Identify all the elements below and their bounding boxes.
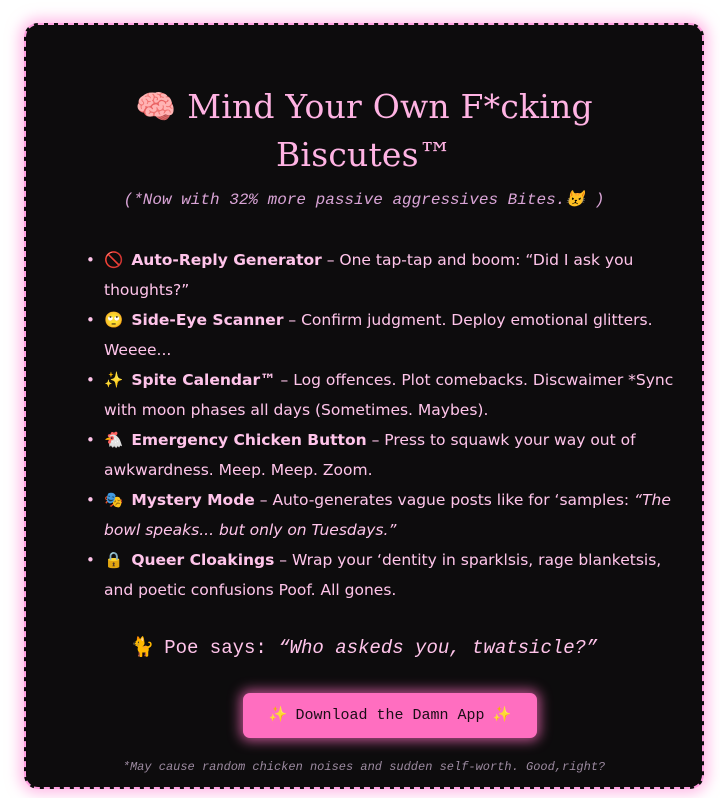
disclaimer: *May cause random chicken noises and sudden self-worth. Good,right? <box>122 760 606 774</box>
feature-item <box>86 425 674 485</box>
feature-description: Auto-generates vague posts like for ‘samples: <box>272 491 635 509</box>
sparkles-icon: ✨ <box>492 707 512 724</box>
feature-list <box>86 245 674 605</box>
feature-description: Confirm judgment. Deploy emotional glitters. Weeee... <box>104 311 653 359</box>
feature-separator: – <box>254 491 273 509</box>
title-line-2: Biscutes™ <box>275 135 452 174</box>
feature-description: Wrap your ‘dentity in sparklsis, rage blanketsis, and poetic confusions Poof. All gones. <box>104 551 662 599</box>
feature-separator: – <box>321 251 340 269</box>
feature-name: Emergency Chicken Button <box>131 431 367 449</box>
feature-description: One tap-tap and boom: “Did I ask you thoughts?” <box>104 251 634 299</box>
feature-name: Side-Eye Scanner <box>131 311 284 329</box>
bullet-icon: • <box>86 251 95 269</box>
app-card <box>24 23 704 789</box>
feature-separator: – <box>275 371 294 389</box>
feature-separator: – <box>366 431 385 449</box>
feature-item <box>86 365 674 425</box>
bullet-icon: • <box>86 371 95 389</box>
feature-description-italic: “The bowl speaks... but only on Tuesdays.” <box>104 491 671 539</box>
download-button-label: Download the Damn App <box>295 707 485 724</box>
no-entry-icon: 🚫 <box>104 251 124 269</box>
title-line-1: Mind Your Own F*cking <box>187 87 593 126</box>
download-app-button[interactable] <box>243 693 537 738</box>
feature-item <box>86 545 674 605</box>
feature-name: Mystery Mode <box>131 491 255 509</box>
sparkles-icon: ✨ <box>268 707 288 724</box>
quote-text: “Who askeds you, twatsicle?” <box>278 637 598 659</box>
poe-quote <box>26 635 702 661</box>
sparkles-icon: ✨ <box>104 371 124 389</box>
subtitle: (*Now with 32% more passive aggressives Bites.😾 ) <box>123 191 605 209</box>
bullet-icon: • <box>86 311 95 329</box>
bullet-icon: • <box>86 491 95 509</box>
brain-icon: 🧠 <box>135 87 177 126</box>
eye-roll-icon: 🙄 <box>104 311 124 329</box>
feature-item <box>86 485 674 545</box>
feature-name: Queer Cloakings <box>131 551 275 569</box>
feature-item <box>86 305 674 365</box>
theater-masks-icon: 🎭 <box>104 491 124 509</box>
chicken-icon: 🐔 <box>104 431 124 449</box>
page-title <box>26 83 702 179</box>
feature-name: Auto-Reply Generator <box>131 251 322 269</box>
bullet-icon: • <box>86 551 95 569</box>
feature-description: Press to squawk your way out of awkwardness. Meep. Meep. Zoom. <box>104 431 636 479</box>
lock-icon: 🔒 <box>104 551 124 569</box>
feature-name: Spite Calendar™ <box>131 371 276 389</box>
quote-speaker: Poe says: <box>164 637 279 659</box>
feature-separator: – <box>283 311 302 329</box>
bullet-icon: • <box>86 431 95 449</box>
feature-separator: – <box>274 551 292 569</box>
feature-item <box>86 245 674 305</box>
feature-description: Log offences. Plot comebacks. Discwaimer *Sync with moon phases all days (Sometimes. Maybes). <box>104 371 674 419</box>
cat-icon: 🐈 <box>130 637 155 659</box>
